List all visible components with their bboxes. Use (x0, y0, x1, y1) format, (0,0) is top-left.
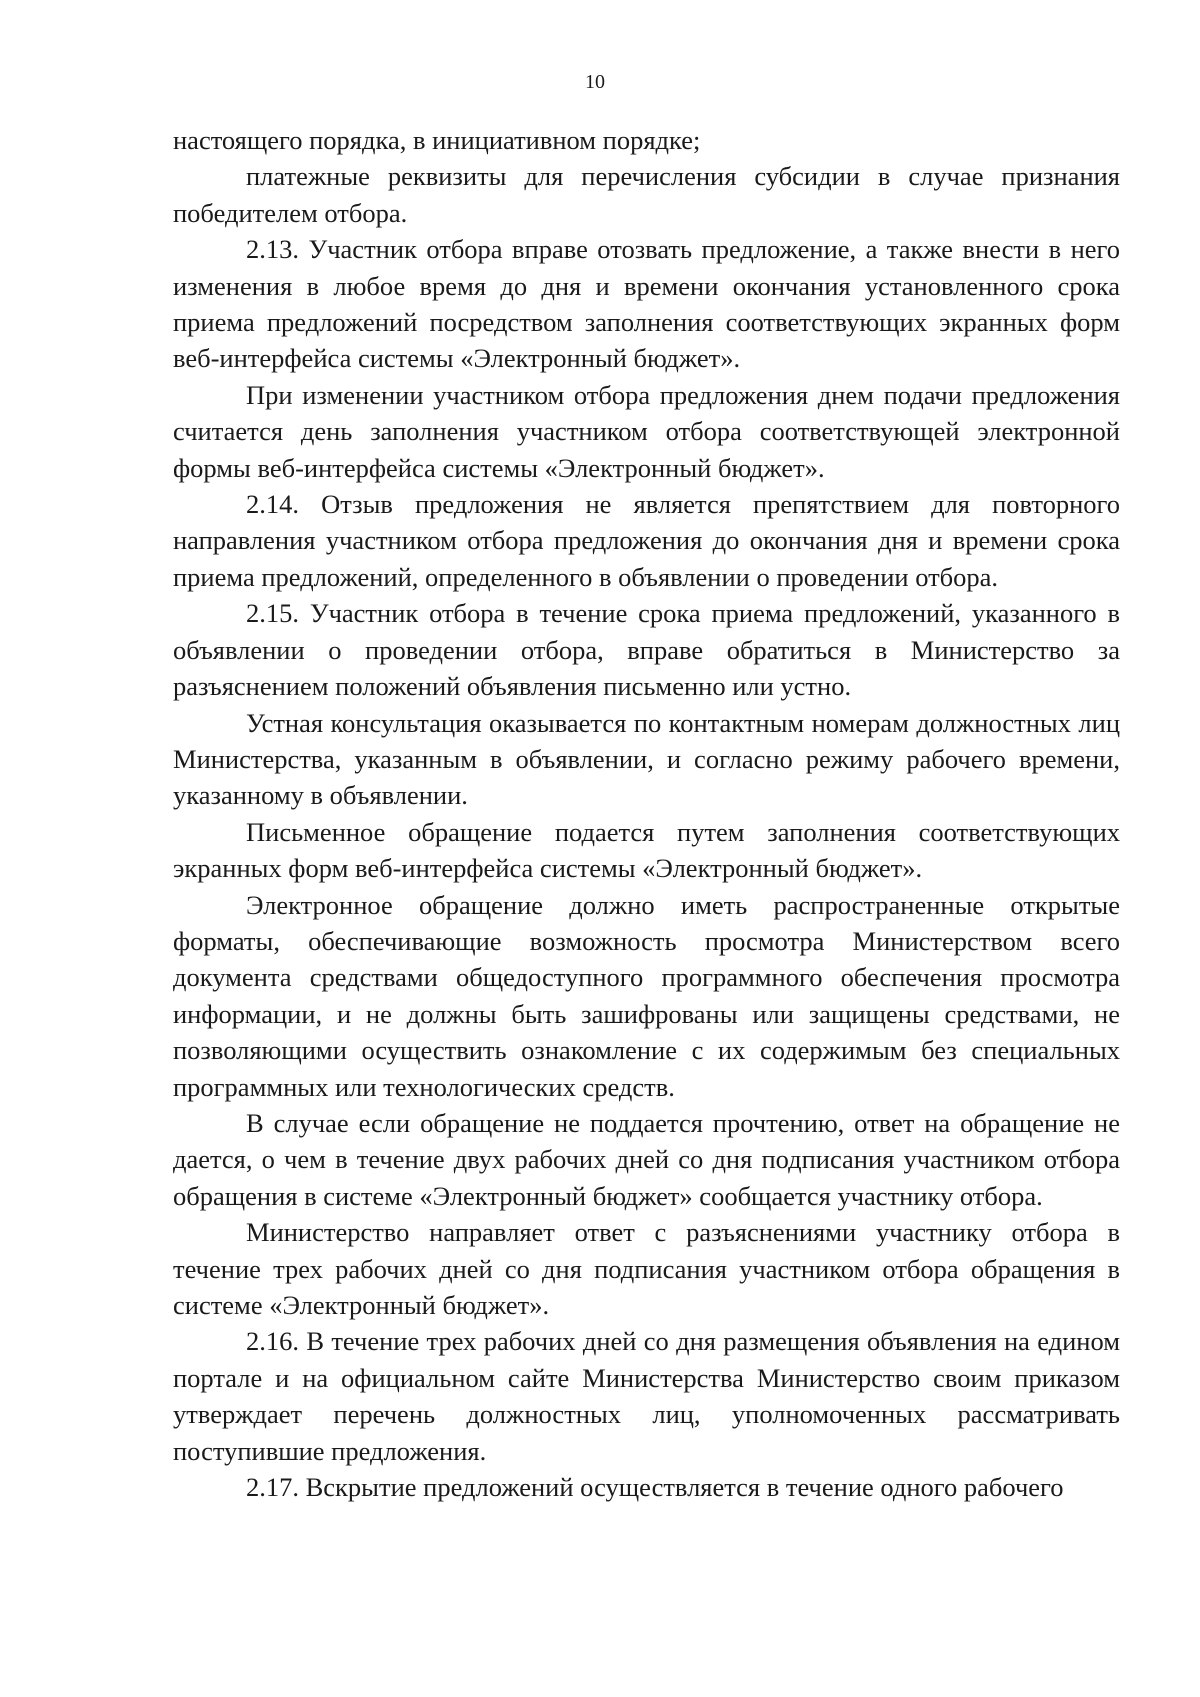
paragraph: настоящего порядка, в инициативном порядке; (173, 125, 701, 155)
paragraph: Электронное обращение должно иметь распространенные открытые форматы, обеспечивающие возможность просмотра Министерством всего документа средствами общедоступного программного обеспечения просмотра информации, и не должны быть зашифрованы или защищены средствами, не позволяющими осуществить ознакомление с их содержимым без специальных программных или технологических средств. (173, 889, 1120, 1102)
paragraph: Устная консультация оказывается по контактным номерам должностных лиц Министерства, указанным в объявлении, и согласно режиму рабочего времени, указанному в объявлении. (173, 707, 1120, 811)
paragraph: Министерство направляет ответ с разъяснениями участнику отбора в течение трех рабочих дней со дня подписания участником отбора обращения в системе «Электронный бюджет». (173, 1217, 1120, 1320)
paragraph: 2.17. Вскрытие предложений осуществляется в течение одного рабочего (246, 1472, 1064, 1503)
paragraph: При изменении участником отбора предложения днем подачи предложения считается день заполнения участником отбора соответствующей электронной формы веб-интерфейса системы «Электронный бюджет». (173, 379, 1120, 483)
paragraph: платежные реквизиты для перечисления субсидии в случае признания победителем отбора. (173, 161, 1120, 228)
document-body (173, 122, 1120, 1505)
page-number: 10 (585, 71, 605, 93)
paragraph: Письменное обращение подается путем заполнения соответствующих экранных форм веб-интерфейса системы «Электронный бюджет». (173, 816, 1120, 884)
paragraph: 2.14. Отзыв предложения не является препятствием для повторного направления участником отбора предложения до окончания дня и времени срока приема предложений, определенного в объявлении о проведении отбора. (173, 489, 1120, 592)
paragraph: 2.16. В течение трех рабочих дней со дня размещения объявления на едином портале и на официальном сайте Министерства Министерство своим приказом утверждает перечень должностных лиц, уполномоченных рассматривать поступившие предложения. (173, 1326, 1120, 1466)
paragraph: 2.13. Участник отбора вправе отозвать предложение, а также внести в него изменения в любое время до дня и времени окончания установленного срока приема предложений посредством заполнения соответствующих экранных форм веб-интерфейса системы «Электронный бюджет». (173, 234, 1120, 374)
paragraph: В случае если обращение не поддается прочтению, ответ на обращение не дается, о чем в течение двух рабочих дней со дня подписания участником отбора обращения в системе «Электронный бюджет» сообщается участнику отбора. (173, 1107, 1120, 1211)
paragraph: 2.15. Участник отбора в течение срока приема предложений, указанного в объявлении о проведении отбора, вправе обратиться в Министерство за разъяснением положений объявления письменно или устно. (173, 598, 1120, 702)
